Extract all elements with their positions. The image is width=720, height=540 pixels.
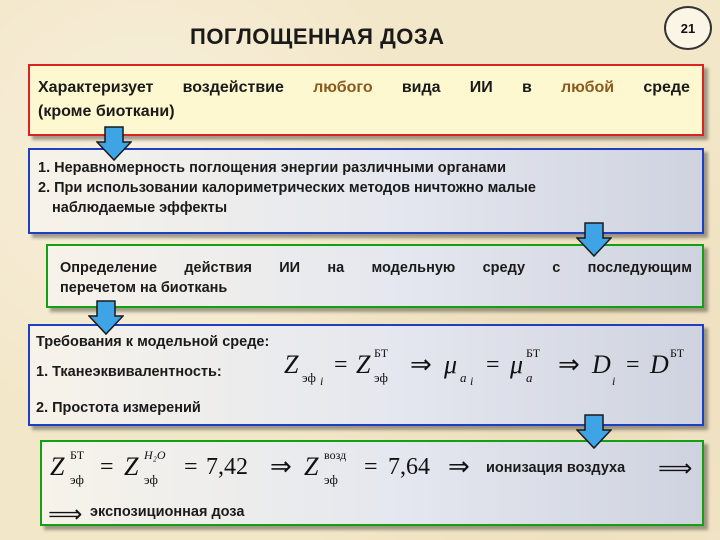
conclusion-box — [40, 440, 704, 526]
word-highlight: любой — [561, 79, 615, 96]
formula-equals: = — [364, 454, 378, 480]
word-highlight: любого — [313, 79, 373, 96]
down-arrow-icon — [576, 414, 612, 450]
formula-z: Z — [50, 452, 65, 481]
word: Определение — [60, 260, 158, 276]
formula-sub: a — [460, 370, 467, 385]
method-line-2: перечетом на биоткань — [60, 280, 228, 296]
formula-value: 7,42 — [206, 454, 248, 480]
long-arrow-icon: ⟹ — [48, 501, 83, 528]
implies-icon: ⇒ — [558, 350, 580, 379]
problem-item-2-cont: наблюдаемые эффекты — [52, 200, 228, 216]
formula-z: Z — [284, 350, 299, 379]
down-arrow-icon — [576, 222, 612, 258]
page-number-badge: 21 — [664, 6, 712, 50]
requirements-heading: Требования к модельной среде: — [36, 334, 270, 350]
word: вида — [401, 79, 441, 96]
formula-sup: H₂O — [144, 448, 166, 462]
ionization-label: ионизация воздуха — [486, 460, 626, 476]
long-arrow-icon: ⟹ — [658, 455, 693, 482]
formula-z: Z — [124, 452, 139, 481]
formula-equals: = — [184, 454, 198, 480]
word: ИИ — [469, 79, 493, 96]
implies-icon: ⇒ — [270, 452, 292, 481]
formula-sub: a — [526, 370, 533, 385]
word: с — [552, 260, 561, 276]
word: ИИ — [279, 260, 301, 276]
method-line-1 — [60, 258, 692, 278]
word: в — [521, 79, 532, 96]
formula-equals: = — [626, 352, 640, 378]
formula-sup: БТ — [374, 346, 389, 360]
requirement-item-1: 1. Тканеэквивалентность: — [36, 364, 222, 380]
formula-sup: возд — [324, 448, 347, 462]
problem-item-1: 1. Неравномерность поглощения энергии различными органами — [38, 160, 507, 176]
word: среде — [643, 79, 690, 96]
formula-d: D — [592, 350, 611, 379]
word: Характеризует — [38, 79, 154, 96]
word: среду — [482, 260, 526, 276]
exposure-label: экспозиционная доза — [90, 504, 245, 520]
word: модельную — [371, 260, 456, 276]
formula-sup: БТ — [70, 448, 85, 462]
implies-icon: ⇒ — [410, 350, 432, 379]
definition-line-2: (кроме биоткани) — [38, 103, 175, 120]
formula-sub: i — [320, 374, 324, 388]
formula-sub: i — [612, 374, 616, 388]
implies-icon: ⇒ — [448, 452, 470, 481]
formula-sub: эф — [324, 472, 338, 487]
formula-mu: μ — [510, 350, 524, 379]
formula-sub: эф — [70, 472, 84, 487]
word: последующим — [587, 260, 692, 276]
down-arrow-icon — [88, 300, 124, 336]
formula-sub: эф — [374, 370, 388, 385]
formula-mu: μ — [444, 350, 458, 379]
word: действия — [184, 260, 252, 276]
formula-d: D — [650, 350, 669, 379]
requirements-box — [28, 324, 704, 426]
formula-z: Z — [304, 452, 319, 481]
problem-item-2: 2. При использовании калориметрических методов ничтожно малые — [38, 180, 536, 196]
formula-equals: = — [100, 454, 114, 480]
formula-sub: i — [470, 374, 474, 388]
definition-line-1 — [38, 76, 690, 100]
formula-z: Z — [356, 350, 371, 379]
formula-value: 7,64 — [388, 454, 430, 480]
word: на — [327, 260, 345, 276]
word: воздействие — [182, 79, 284, 96]
down-arrow-icon — [96, 126, 132, 162]
formula-equals: = — [486, 352, 500, 378]
formula-sub: эф — [302, 370, 316, 385]
formula-sup: БТ — [526, 346, 541, 360]
page-title: ПОГЛОЩЕННАЯ ДОЗА — [190, 24, 445, 49]
formula-sup: БТ — [670, 346, 685, 360]
formula-equals: = — [334, 352, 348, 378]
requirement-item-2: 2. Простота измерений — [36, 400, 201, 416]
formula-sub: эф — [144, 472, 158, 487]
